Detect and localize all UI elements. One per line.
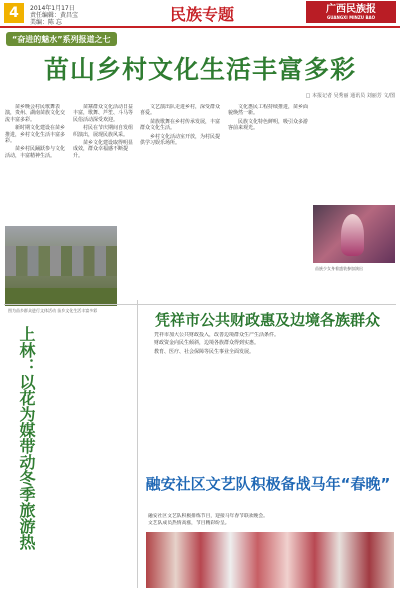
mountain-village-photo bbox=[5, 226, 117, 306]
main-column-2-paragraph: 村民在节庆期间自发组织演出，展现民族风采。 bbox=[73, 125, 134, 138]
logo-subtitle: GUANGXI MINZU BAO bbox=[326, 14, 375, 20]
side-story-title: 上林：以花为媒带动冬季旅游热 bbox=[17, 326, 36, 550]
section2-paragraph: 凭祥市加大公共财政投入，改善边境群众生产生活条件。 bbox=[154, 332, 280, 338]
column-divider bbox=[137, 300, 138, 588]
newspaper-logo bbox=[306, 1, 396, 23]
section2-paragraph: 财政资金向民生倾斜，边境各族群众得到实惠。 bbox=[154, 340, 260, 347]
page-number: 4 bbox=[4, 3, 24, 23]
performer-photo bbox=[313, 205, 395, 263]
masthead-editor: 责任编辑：黄昌宝 bbox=[30, 12, 79, 19]
section3-title: 融安社区文艺队积极备战马年“春晚” bbox=[145, 475, 391, 493]
section3-paragraph: 文艺队成员热情高涨，节目精彩纷呈。 bbox=[148, 521, 230, 526]
main-column-3-paragraph: 文艺演出队走进乡村，深受群众喜爱。 bbox=[140, 104, 221, 117]
main-column-4-paragraph: 文化惠民工程持续推进，苗乡面貌焕然一新。 bbox=[228, 104, 309, 117]
section3-text bbox=[148, 512, 394, 526]
main-column-4-paragraph: 民族文化特色鲜明，吸引众多游客前来观光。 bbox=[228, 118, 309, 132]
main-column-1-paragraph: 新时期文化建设在苗乡推进，乡村文化生活丰富多彩。 bbox=[5, 125, 66, 145]
section2-text bbox=[144, 332, 394, 460]
main-headline: 苗山乡村文化生活丰富多彩 bbox=[43, 55, 356, 84]
main-column-1-paragraph: 苗乡晚会村民歌舞表演，贵州、湖南苗族文化交流丰富多彩。 bbox=[5, 104, 66, 123]
masthead-meta bbox=[30, 5, 78, 26]
series-label: “奋进的魅水”系列报道之七 bbox=[6, 32, 117, 46]
photo1-caption: 图为苗乡群众进行文体活动 苗乡文化生活丰富多彩 bbox=[8, 308, 98, 313]
header-rule bbox=[0, 26, 400, 28]
performance-group-photo bbox=[146, 532, 394, 588]
photo2-caption: 苗族少女身着盛装参加演出 bbox=[315, 266, 363, 271]
main-column-1-paragraph: 苗乡村民踊跃参与文化活动，丰富精神生活。 bbox=[5, 146, 66, 159]
main-column-2-paragraph: 苗寨群众文化活动日益丰富，歌舞、芦笙、斗马等民俗活动深受欢迎。 bbox=[73, 104, 134, 123]
main-column-1 bbox=[5, 104, 69, 220]
logo-title: 广西民族报 bbox=[326, 3, 376, 15]
section2-title: 凭祥市公共财政惠及边境各族群众 bbox=[154, 311, 380, 329]
masthead-designer: 美编：陈 忘 bbox=[30, 19, 62, 26]
main-column-2-paragraph: 苗乡文化建设取得明显成效，群众幸福感不断提升。 bbox=[73, 140, 134, 159]
main-column-4 bbox=[228, 104, 309, 302]
section2-paragraph: 教育、医疗、社会保障等民生事业全面发展。 bbox=[154, 348, 255, 355]
masthead bbox=[0, 0, 400, 26]
main-column-2 bbox=[73, 104, 136, 220]
main-column-3-paragraph: 乡村文化活动室开放，为村民提供学习娱乐场所。 bbox=[140, 133, 221, 147]
section3-paragraph: 融安社区文艺队积极排练节目，迎接马年春节联欢晚会。 bbox=[148, 514, 268, 519]
main-column-3-paragraph: 苗族歌舞在乡村传承发展，丰富群众文化生活。 bbox=[140, 118, 221, 132]
section-name: 民族专题 bbox=[170, 5, 235, 24]
main-column-3 bbox=[140, 104, 224, 302]
section-divider bbox=[4, 304, 396, 305]
masthead-date: 2014年1月17日 bbox=[30, 5, 75, 12]
byline: □ 本报记者 吴秀丽 通讯员 刘丽芳 文/图 bbox=[305, 93, 395, 99]
